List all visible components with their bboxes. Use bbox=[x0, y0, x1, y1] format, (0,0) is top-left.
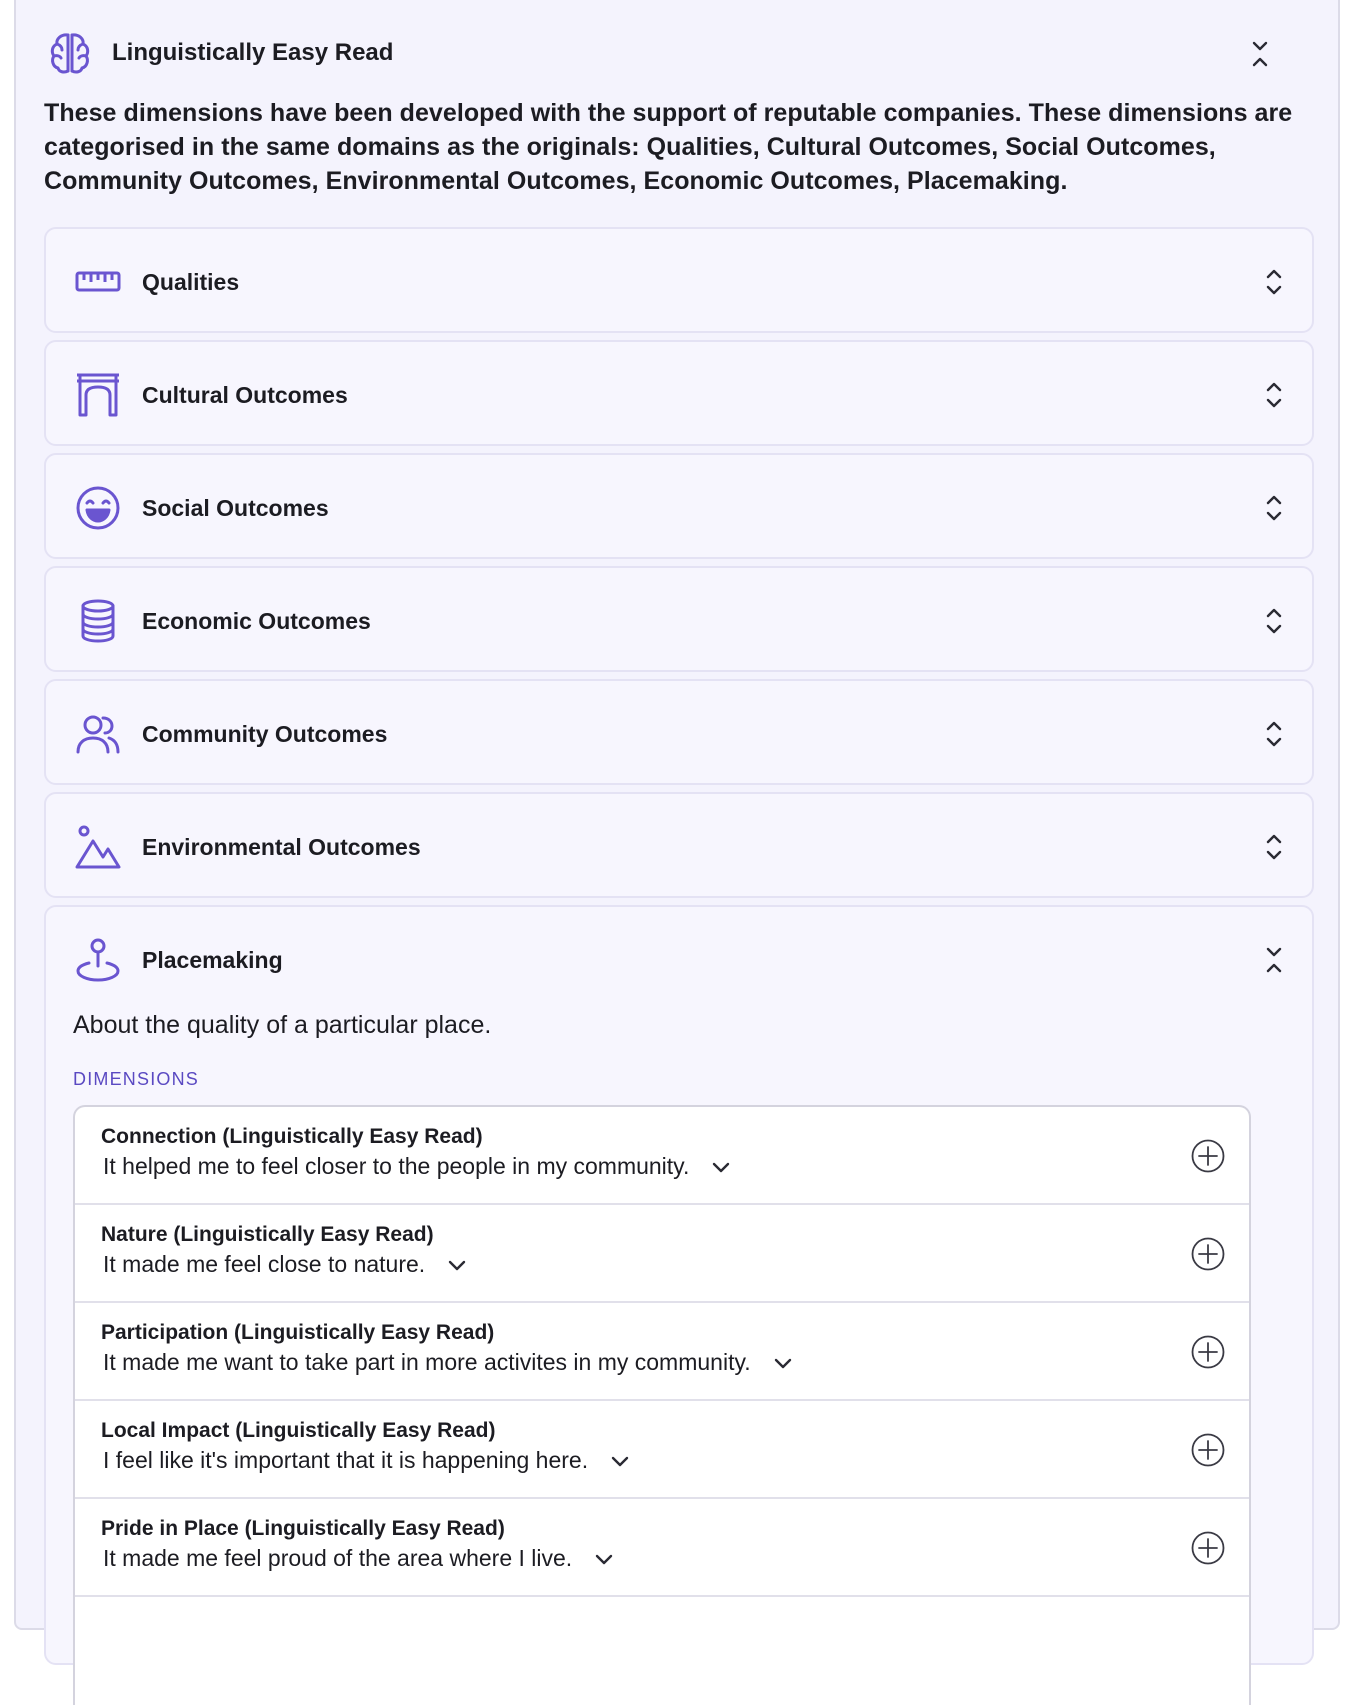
domain-label: Environmental Outcomes bbox=[142, 833, 421, 860]
dimension-text: It made me want to take part in more activites in my community. bbox=[103, 1349, 751, 1375]
add-dimension-button[interactable] bbox=[1191, 1237, 1225, 1271]
add-dimension-button[interactable] bbox=[1191, 1433, 1225, 1467]
users-icon bbox=[74, 710, 122, 758]
add-dimension-button[interactable] bbox=[1191, 1531, 1225, 1565]
collapse-icon[interactable] bbox=[1264, 944, 1284, 976]
dimension-row bbox=[75, 1303, 1249, 1401]
dimension-row bbox=[75, 1401, 1249, 1499]
dimension-title: Pride in Place (Linguistically Easy Read) bbox=[101, 1517, 505, 1540]
domain-card-environmental-outcomes[interactable] bbox=[44, 792, 1314, 898]
domain-card-economic-outcomes[interactable] bbox=[44, 566, 1314, 672]
domain-card-qualities[interactable] bbox=[44, 227, 1314, 333]
dimension-statement[interactable] bbox=[103, 1251, 467, 1278]
chevron-down-icon[interactable] bbox=[610, 1454, 630, 1468]
brain-icon bbox=[46, 29, 94, 77]
arch-icon bbox=[74, 371, 122, 419]
dimensions-list bbox=[73, 1105, 1251, 1705]
collapse-icon[interactable] bbox=[1250, 38, 1270, 70]
chevron-down-icon[interactable] bbox=[447, 1258, 467, 1272]
domain-label: Economic Outcomes bbox=[142, 607, 371, 634]
dimension-title: Nature (Linguistically Easy Read) bbox=[101, 1223, 434, 1246]
panel-header[interactable] bbox=[46, 30, 1316, 76]
easy-read-panel bbox=[14, 0, 1340, 1630]
add-dimension-button[interactable] bbox=[1191, 1139, 1225, 1173]
chevron-down-icon[interactable] bbox=[773, 1356, 793, 1370]
dimension-statement[interactable] bbox=[103, 1349, 793, 1376]
domain-label: Community Outcomes bbox=[142, 720, 388, 747]
dimension-statement[interactable] bbox=[103, 1153, 731, 1180]
chevron-down-icon[interactable] bbox=[594, 1552, 614, 1566]
domain-card-placemaking bbox=[44, 905, 1314, 1665]
expand-icon[interactable] bbox=[1264, 605, 1284, 637]
map-pin-icon bbox=[74, 936, 122, 984]
expand-icon[interactable] bbox=[1264, 266, 1284, 298]
expand-icon[interactable] bbox=[1264, 718, 1284, 750]
dimensions-heading: DIMENSIONS bbox=[73, 1069, 200, 1089]
dimension-title: Participation (Linguistically Easy Read) bbox=[101, 1321, 495, 1344]
ruler-icon bbox=[74, 258, 122, 306]
domain-card-community-outcomes[interactable] bbox=[44, 679, 1314, 785]
domain-label: Cultural Outcomes bbox=[142, 381, 348, 408]
coin-stack-icon bbox=[74, 597, 122, 645]
panel-intro: These dimensions have been developed with the support of reputable companies. These dimensions are categorised in the same domains as the originals: Qualities, Cultural Outcomes, Social Outcomes, Community Outcomes, Environmental Outcomes, Economic Outcomes, Placemaking. bbox=[44, 99, 1293, 195]
add-dimension-button[interactable] bbox=[1191, 1335, 1225, 1369]
landscape-icon bbox=[74, 823, 122, 871]
dimension-text: It made me feel close to nature. bbox=[103, 1251, 426, 1277]
expand-icon[interactable] bbox=[1264, 492, 1284, 524]
dimension-row bbox=[75, 1205, 1249, 1303]
expand-icon[interactable] bbox=[1264, 831, 1284, 863]
expand-icon[interactable] bbox=[1264, 379, 1284, 411]
domain-card-cultural-outcomes[interactable] bbox=[44, 340, 1314, 446]
placemaking-header[interactable] bbox=[46, 907, 1312, 1013]
placemaking-description: About the quality of a particular place. bbox=[73, 1011, 492, 1039]
domain-label: Placemaking bbox=[142, 946, 283, 973]
chevron-down-icon[interactable] bbox=[711, 1160, 731, 1174]
dimension-row bbox=[75, 1499, 1249, 1597]
laughing-face-icon bbox=[74, 484, 122, 532]
dimension-text: It helped me to feel closer to the people in my community. bbox=[103, 1153, 690, 1179]
dimension-text: It made me feel proud of the area where I live. bbox=[103, 1545, 573, 1571]
domain-label: Social Outcomes bbox=[142, 494, 329, 521]
dimension-text: I feel like it's important that it is happening here. bbox=[103, 1447, 589, 1473]
dimension-title: Local Impact (Linguistically Easy Read) bbox=[101, 1419, 496, 1442]
dimension-title: Connection (Linguistically Easy Read) bbox=[101, 1125, 483, 1148]
panel-title: Linguistically Easy Read bbox=[112, 39, 394, 66]
dimension-row bbox=[75, 1107, 1249, 1205]
dimension-statement[interactable] bbox=[103, 1447, 630, 1474]
dimension-statement[interactable] bbox=[103, 1545, 614, 1572]
domain-label: Qualities bbox=[142, 268, 240, 295]
domain-card-social-outcomes[interactable] bbox=[44, 453, 1314, 559]
